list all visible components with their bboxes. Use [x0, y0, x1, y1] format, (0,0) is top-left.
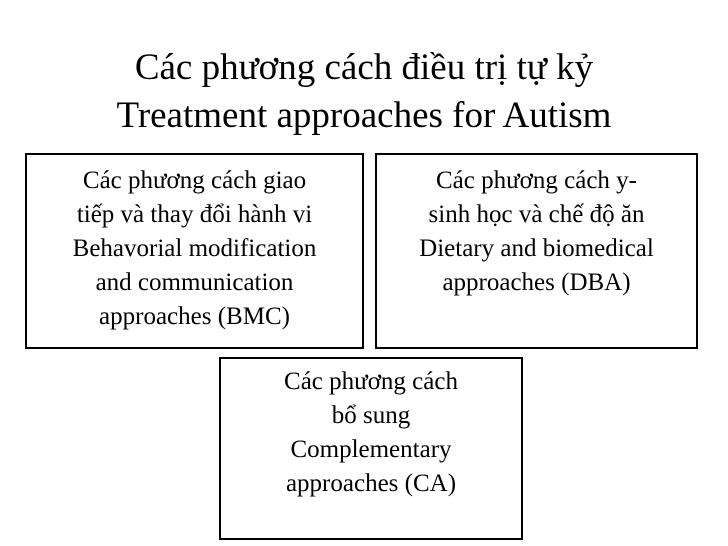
ca-line: Các phương cách [284, 368, 458, 395]
dba-approaches-box [375, 153, 698, 349]
title-english: Treatment approaches for Autism [116, 95, 612, 136]
bmc-line: approaches (BMC) [99, 303, 290, 330]
bmc-line: Các phương cách giao [82, 167, 307, 194]
title-vietnamese: Các phương cách điều trị tự kỷ [134, 47, 594, 88]
slide-title [0, 44, 728, 140]
bmc-line: and communication [95, 269, 294, 296]
dba-line: Dietary and biomedical [419, 235, 654, 262]
ca-line: approaches (CA) [285, 470, 457, 497]
ca-approaches-box [219, 357, 523, 540]
ca-line: Complementary [290, 436, 452, 463]
dba-line: approaches (DBA) [442, 269, 631, 296]
dba-line: Các phương cách y- [435, 167, 637, 194]
ca-line: bổ sung [331, 402, 411, 429]
dba-line: sinh học và chế độ ăn [428, 201, 645, 228]
bmc-line: Behavorial modification [72, 235, 317, 262]
bmc-approaches-box [25, 153, 364, 349]
bmc-line: tiếp và thay đổi hành vi [76, 201, 313, 228]
